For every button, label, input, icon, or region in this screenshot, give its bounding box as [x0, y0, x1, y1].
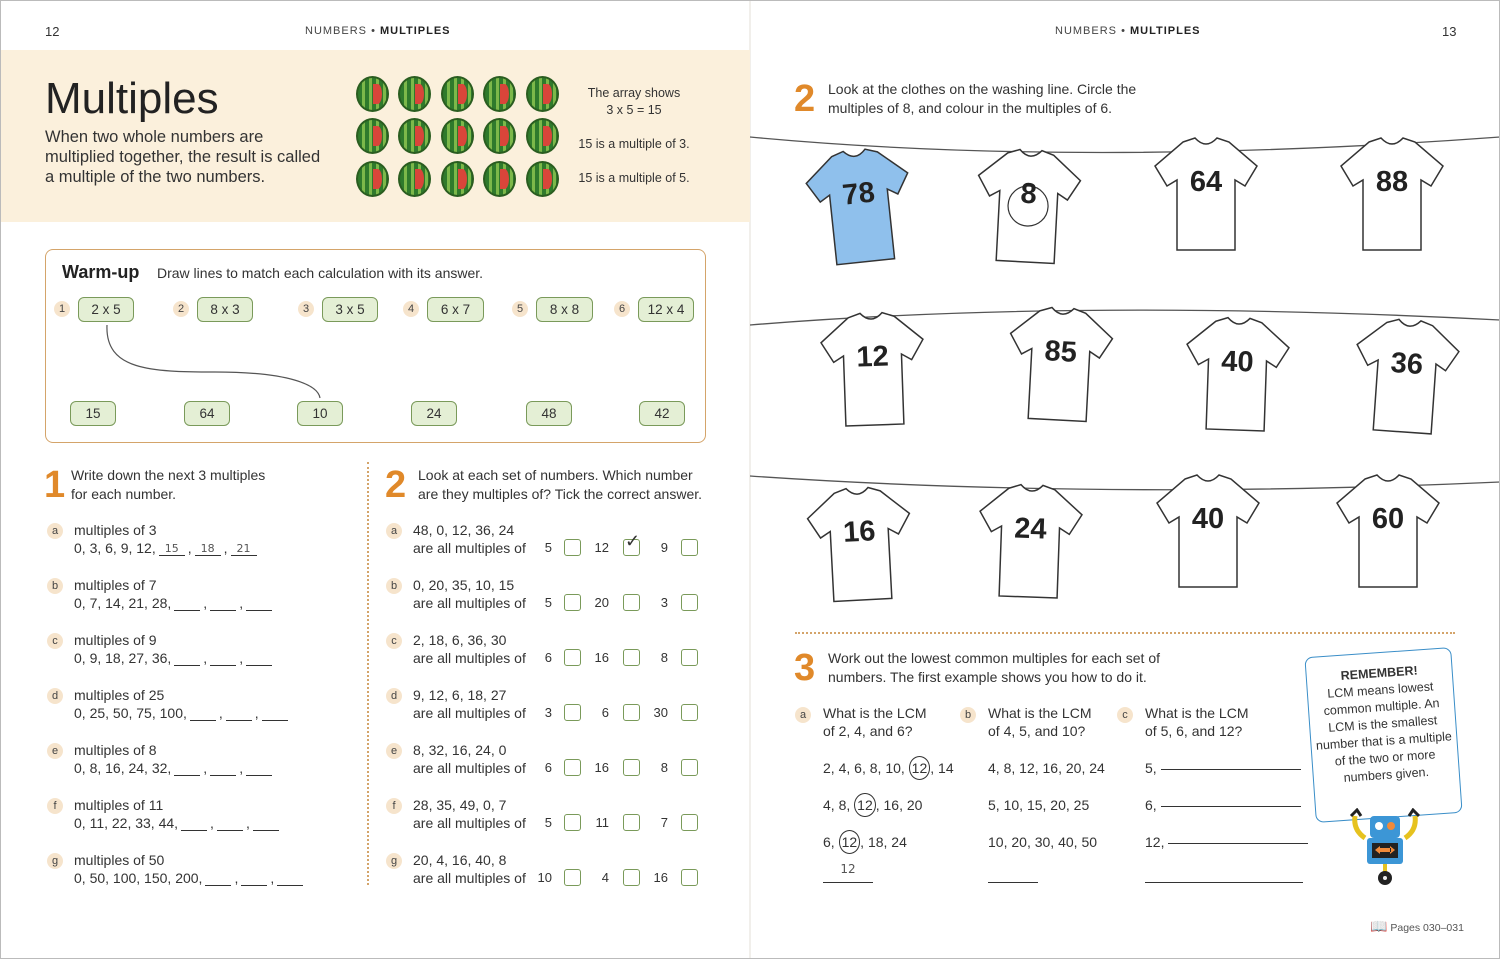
item-letter-badge: a: [386, 523, 402, 539]
multiple-value: 12: [1019, 760, 1035, 776]
multiples-row: [1145, 834, 1308, 850]
tick-box[interactable]: [681, 704, 698, 721]
comma-separator: ,: [234, 870, 239, 886]
option-value: 16: [594, 760, 609, 775]
calc-number-badge: 1: [54, 301, 70, 317]
comma-separator: ,: [830, 760, 839, 776]
option-value: 6: [544, 760, 552, 775]
answer-blank[interactable]: 21: [231, 542, 257, 556]
comma-separator: ,: [239, 760, 244, 776]
shirt-number: 40: [1191, 503, 1225, 535]
multiple-value: 8: [838, 797, 847, 813]
comma-separator: ,: [1042, 797, 1051, 813]
option-value: 12: [594, 540, 609, 555]
item-label: multiples of 7: [74, 577, 157, 593]
book-icon: 📖: [1370, 918, 1388, 934]
t-shirt[interactable]: [1180, 314, 1294, 436]
question-1-instruction: [71, 466, 265, 504]
multiple-value: 25: [1073, 797, 1090, 813]
multiple-value: 12,: [1145, 834, 1165, 850]
multiple-value: 20: [906, 797, 923, 813]
option-value: 6: [544, 650, 552, 665]
tick-mark-icon: ✓: [625, 531, 641, 551]
number-set: 8, 32, 16, 24, 0: [413, 742, 507, 758]
circled-common-multiple: 12: [854, 793, 876, 817]
tick-box[interactable]: [623, 594, 640, 611]
number-set: 2, 18, 6, 36, 30: [413, 632, 507, 648]
option-value: 5: [544, 540, 552, 555]
section-divider: [795, 632, 1455, 634]
calculation-chip[interactable]: 8 x 3: [197, 297, 253, 322]
tick-box[interactable]: [564, 704, 581, 721]
answer-blank[interactable]: [174, 597, 200, 611]
answer-chip[interactable]: 42: [639, 401, 685, 426]
item-letter-badge: g: [47, 853, 63, 869]
number-set: 48, 0, 12, 36, 24: [413, 522, 515, 538]
comma-separator: ,: [210, 815, 214, 831]
section-label: NUMBERS: [305, 25, 368, 37]
item-letter-badge: d: [386, 688, 402, 704]
tick-box[interactable]: [681, 814, 698, 831]
number-set: 0, 20, 35, 10, 15: [413, 577, 515, 593]
answer-blank[interactable]: [246, 652, 272, 666]
option-value: 11: [595, 815, 609, 830]
option-value: 16: [653, 870, 668, 885]
comma-separator: ,: [239, 650, 244, 666]
answer-blank[interactable]: [253, 817, 279, 831]
answer-line[interactable]: [1168, 843, 1308, 844]
multiple-value: 20: [1011, 834, 1027, 850]
answer-blank[interactable]: [174, 652, 200, 666]
comma-separator: ,: [899, 797, 907, 813]
option-value: 30: [653, 705, 668, 720]
warmup-title: Warm-up: [62, 262, 140, 282]
answer-blank[interactable]: [246, 762, 272, 776]
answer-chip[interactable]: 64: [184, 401, 230, 426]
multiple-value: 4: [988, 760, 996, 776]
comma-separator: ,: [1003, 834, 1012, 850]
multiple-value: 15: [1026, 797, 1043, 813]
shirt-number: 85: [1043, 335, 1078, 369]
part-letter-badge: a: [795, 707, 811, 723]
item-label: multiples of 9: [74, 632, 157, 648]
tick-box[interactable]: [681, 759, 698, 776]
array-equation: 3 x 5 = 15: [606, 103, 662, 117]
remember-note: [1304, 647, 1462, 823]
tick-box[interactable]: [623, 704, 640, 721]
answer-blank[interactable]: [217, 817, 243, 831]
item-prompt: are all multiples of: [413, 870, 526, 886]
comma-separator: ,: [861, 760, 870, 776]
shirt-number: 60: [1371, 503, 1405, 535]
instruction-line: multiples of 8, and colour in the multiples of 6.: [828, 100, 1113, 116]
shirt-number: 8: [1019, 177, 1038, 211]
array-caption: The array shows: [587, 86, 681, 100]
washing-line-question-number: 2: [794, 78, 816, 120]
shirt-number: 40: [1220, 345, 1255, 379]
t-shirt[interactable]: [973, 481, 1087, 603]
warmup-instruction: Draw lines to match each calculation with its answer.: [157, 265, 484, 281]
lcm-question: What is the LCM: [1145, 705, 1249, 721]
t-shirt[interactable]: [799, 143, 921, 272]
sequence-text: 0, 9, 18, 27, 36,: [74, 650, 172, 666]
lcm-question: What is the LCM: [823, 705, 927, 721]
tick-box[interactable]: [681, 869, 698, 886]
lcm-answer[interactable]: [1145, 862, 1303, 883]
multiples-sequence: [74, 540, 260, 556]
tick-box[interactable]: [623, 531, 641, 556]
option-value: 7: [660, 815, 668, 830]
calc-number-badge: 2: [173, 301, 189, 317]
answer-chip[interactable]: 10: [297, 401, 343, 426]
remember-title: REMEMBER!: [1340, 663, 1419, 683]
option-value: 3: [660, 595, 668, 610]
option-value: 20: [594, 595, 609, 610]
comma-separator: ,: [900, 760, 909, 776]
tick-box[interactable]: [681, 649, 698, 666]
comma-separator: ,: [1081, 760, 1090, 776]
comma-separator: ,: [270, 870, 275, 886]
t-shirt[interactable]: [1347, 314, 1465, 439]
multiples-sequence: [74, 815, 282, 831]
tick-box[interactable]: [564, 649, 581, 666]
multiple-value: 14: [938, 760, 954, 776]
column-divider: [367, 462, 369, 885]
option-value: 6: [601, 705, 609, 720]
sequence-text: 0, 7, 14, 21, 28,: [74, 595, 172, 611]
sequence-text: 0, 11, 22, 33, 44,: [74, 815, 179, 831]
option-value: 3: [544, 705, 552, 720]
comma-separator: ,: [1011, 760, 1020, 776]
tick-box[interactable]: [564, 869, 581, 886]
multiple-value: 5: [988, 797, 996, 813]
comma-separator: ,: [203, 760, 208, 776]
answer-blank[interactable]: [246, 597, 272, 611]
tick-box[interactable]: [564, 814, 581, 831]
right-running-header: NUMBERS • MULTIPLES: [1055, 25, 1201, 37]
comma-separator: ,: [860, 834, 868, 850]
shirt-number: 36: [1389, 346, 1425, 382]
topic-label: MULTIPLES: [1129, 25, 1201, 37]
item-letter-badge: f: [47, 798, 63, 814]
item-letter-badge: b: [386, 578, 402, 594]
circled-common-multiple: 12: [909, 756, 931, 780]
lcm-question: What is the LCM: [988, 705, 1092, 721]
comma-separator: ,: [995, 797, 1004, 813]
multiples-sequence: [74, 705, 291, 721]
answer-blank[interactable]: 15: [159, 542, 185, 556]
tick-box[interactable]: [623, 869, 640, 886]
multiple-value: 8: [1003, 760, 1012, 776]
multiples-row: [823, 834, 907, 850]
calc-number-badge: 5: [512, 301, 528, 317]
option-value: 5: [544, 815, 552, 830]
page-reference: [1370, 918, 1464, 935]
instruction-line: for each number.: [71, 486, 177, 502]
calc-number-badge: 6: [614, 301, 630, 317]
multiples-row: [988, 760, 1105, 776]
answer-line[interactable]: [1161, 769, 1301, 770]
multiple-value: 8: [869, 760, 878, 776]
lcm-question: of 4, 5, and 10?: [988, 723, 1086, 739]
option-value: 8: [660, 760, 668, 775]
instruction-line: Work out the lowest common multiples for each set of: [828, 650, 1160, 666]
comma-separator: ,: [239, 595, 244, 611]
t-shirt[interactable]: [1002, 303, 1118, 427]
comma-separator: ,: [846, 797, 855, 813]
calculation-chip[interactable]: 6 x 7: [427, 297, 484, 322]
item-letter-badge: e: [47, 743, 63, 759]
multiple-value: 18: [867, 834, 884, 850]
comma-separator: ,: [930, 760, 939, 776]
lcm-question: of 2, 4, and 6?: [823, 723, 913, 739]
multiple-value: 20: [1065, 760, 1082, 776]
number-set: 9, 12, 6, 18, 27: [413, 687, 507, 703]
question-3-number: 3: [794, 647, 816, 689]
item-prompt: are all multiples of: [413, 705, 526, 721]
right-page-number: 13: [1442, 24, 1457, 39]
question-1-number: 1: [44, 464, 66, 506]
instruction-line: are they multiples of? Tick the correct answer.: [418, 486, 703, 502]
tick-box[interactable]: [623, 759, 640, 776]
instruction-line: Write down the next 3 multiples: [71, 467, 266, 483]
comma-separator: ,: [846, 760, 855, 776]
answer-blank[interactable]: [226, 707, 252, 721]
multiple-value: 10: [885, 760, 901, 776]
page-reference-text: Pages 030–031: [1390, 922, 1464, 934]
comma-separator: ,: [1050, 834, 1059, 850]
option-value: 16: [594, 650, 609, 665]
lcm-answer[interactable]: [988, 862, 1038, 883]
t-shirt[interactable]: [1153, 473, 1263, 591]
circled-common-multiple: 12: [839, 830, 861, 854]
item-letter-badge: c: [47, 633, 63, 649]
item-prompt: are all multiples of: [413, 760, 526, 776]
remember-text: LCM means lowest common multiple. An LCM is the smallest number that is a multiple of the two or more numbers given.: [1315, 679, 1453, 785]
comma-separator: ,: [203, 650, 208, 666]
comma-separator: ,: [830, 797, 839, 813]
instruction-line: Look at each set of numbers. Which number: [418, 467, 693, 483]
multiples-row: [988, 797, 1089, 813]
answer-blank[interactable]: [174, 762, 200, 776]
intro-text: When two whole numbers are multiplied together, the result is called a multiple of the two numbers.: [45, 128, 321, 186]
item-letter-badge: g: [386, 853, 402, 869]
tick-box[interactable]: [564, 759, 581, 776]
comma-separator: ,: [1034, 760, 1043, 776]
option-value: 8: [660, 650, 668, 665]
t-shirt[interactable]: [1333, 473, 1443, 591]
tick-box[interactable]: [623, 814, 640, 831]
question-2-number: 2: [385, 464, 407, 506]
multiple-value: 5,: [1145, 760, 1157, 776]
comma-separator: ,: [254, 705, 259, 721]
answer-blank[interactable]: [205, 872, 231, 886]
shirt-number: 16: [842, 515, 877, 549]
answer-blank[interactable]: [190, 707, 216, 721]
answer-line[interactable]: [1161, 806, 1301, 807]
multiple-value: 40: [1058, 834, 1074, 850]
answer-blank[interactable]: [210, 597, 236, 611]
topic-label: MULTIPLES: [379, 25, 451, 37]
left-running-header: NUMBERS • MULTIPLES: [305, 25, 451, 37]
comma-separator: ,: [218, 705, 223, 721]
item-label: multiples of 50: [74, 852, 165, 868]
multiples-row: [823, 760, 954, 776]
item-letter-badge: d: [47, 688, 63, 704]
multiple-value: 16: [1042, 760, 1059, 776]
number-set: 20, 4, 16, 40, 8: [413, 852, 507, 868]
answer-blank[interactable]: [210, 652, 236, 666]
comma-separator: ,: [875, 797, 884, 813]
multiple-value: 6: [823, 834, 831, 850]
answer-blank[interactable]: [241, 872, 267, 886]
multiple-of-3-caption: 15 is a multiple of 3.: [578, 137, 690, 151]
item-prompt: are all multiples of: [413, 540, 526, 556]
answer-chip[interactable]: 24: [411, 401, 457, 426]
robot-icon: [1345, 808, 1425, 888]
multiple-value: 24: [1089, 760, 1105, 776]
multiple-value: 10: [1003, 797, 1020, 813]
multiple-of-5-caption: 15 is a multiple of 5.: [578, 171, 690, 185]
item-label: multiples of 3: [74, 522, 157, 538]
multiple-value: 2: [823, 760, 831, 776]
option-value: 10: [537, 870, 552, 885]
sequence-text: 0, 50, 100, 150, 200,: [74, 870, 203, 886]
part-letter-badge: c: [1117, 707, 1133, 723]
question-2-instruction: [418, 466, 702, 504]
comma-separator: ,: [830, 834, 839, 850]
comma-separator: ,: [1073, 834, 1082, 850]
t-shirt[interactable]: [816, 309, 930, 431]
drawn-match-line: [0, 0, 750, 450]
answer-blank[interactable]: [210, 762, 236, 776]
calculation-chip[interactable]: 3 x 5: [322, 297, 378, 322]
answer-blank[interactable]: 18: [195, 542, 221, 556]
item-letter-badge: a: [47, 523, 63, 539]
tick-box[interactable]: [564, 539, 581, 556]
shirt-number: 12: [855, 340, 890, 374]
item-letter-badge: f: [386, 798, 402, 814]
multiple-value: 30: [1034, 834, 1051, 850]
comma-separator: ,: [203, 595, 208, 611]
multiple-value: 10: [988, 834, 1004, 850]
t-shirt[interactable]: [1337, 136, 1447, 254]
t-shirt[interactable]: [802, 483, 918, 607]
comma-separator: ,: [1019, 797, 1027, 813]
part-letter-badge: b: [960, 707, 976, 723]
multiple-value: 20: [1050, 797, 1066, 813]
comma-separator: ,: [245, 815, 250, 831]
multiple-value: 6: [854, 760, 862, 776]
comma-separator: ,: [1065, 797, 1074, 813]
lcm-question: of 5, 6, and 12?: [1145, 723, 1243, 739]
comma-separator: ,: [223, 540, 228, 556]
answer-blank[interactable]: [262, 707, 288, 721]
section-label: NUMBERS: [1055, 25, 1118, 37]
answer-blank[interactable]: [181, 817, 207, 831]
item-label: multiples of 8: [74, 742, 157, 758]
t-shirt[interactable]: [970, 145, 1086, 269]
item-letter-badge: c: [386, 633, 402, 649]
instruction-line: Look at the clothes on the washing line. Circle the: [828, 81, 1137, 97]
multiples-sequence: [74, 760, 275, 776]
question-3-instruction: [828, 649, 1160, 687]
multiples-row: [1145, 760, 1301, 776]
answer-blank[interactable]: [277, 872, 303, 886]
multiple-value: 16: [883, 797, 900, 813]
multiples-sequence: [74, 870, 306, 886]
left-page-number: 12: [45, 24, 60, 39]
sequence-text: 0, 8, 16, 24, 32,: [74, 760, 172, 776]
shirt-number: 88: [1375, 166, 1409, 198]
answer-chip[interactable]: 48: [526, 401, 572, 426]
calc-number-badge: 3: [298, 301, 314, 317]
calc-number-badge: 4: [403, 301, 419, 317]
tick-box[interactable]: [681, 594, 698, 611]
item-prompt: are all multiples of: [413, 815, 526, 831]
number-set: 28, 35, 49, 0, 7: [413, 797, 507, 813]
answer-chip[interactable]: 15: [70, 401, 116, 426]
item-letter-badge: b: [47, 578, 63, 594]
multiples-sequence: [74, 595, 275, 611]
lcm-answer[interactable]: 12: [823, 862, 873, 883]
multiples-sequence: [74, 650, 275, 666]
multiples-row: [823, 797, 922, 813]
comma-separator: ,: [995, 760, 1004, 776]
comma-separator: ,: [1026, 834, 1035, 850]
option-value: 4: [601, 870, 609, 885]
t-shirt[interactable]: [1151, 136, 1261, 254]
multiple-value: 24: [891, 834, 907, 850]
tick-box[interactable]: [623, 649, 640, 666]
calculation-chip[interactable]: 2 x 5: [78, 297, 134, 322]
comma-separator: ,: [883, 834, 892, 850]
item-letter-badge: e: [386, 743, 402, 759]
multiples-row: [1145, 797, 1301, 813]
item-label: multiples of 11: [74, 797, 164, 813]
tick-box[interactable]: [681, 539, 698, 556]
multiples-row: [988, 834, 1097, 850]
option-value: 5: [544, 595, 552, 610]
comma-separator: ,: [877, 760, 886, 776]
instruction-line: numbers. The first example shows you how to do it.: [828, 669, 1147, 685]
multiple-value: 6,: [1145, 797, 1157, 813]
item-prompt: are all multiples of: [413, 650, 526, 666]
option-value: 9: [660, 540, 668, 555]
shirt-number: 24: [1013, 512, 1048, 546]
calculation-chip[interactable]: 12 x 4: [638, 297, 694, 322]
comma-separator: ,: [1058, 760, 1066, 776]
page-title: Multiples: [45, 74, 219, 123]
item-prompt: are all multiples of: [413, 595, 526, 611]
shirt-number: 64: [1189, 166, 1223, 198]
comma-separator: ,: [187, 540, 192, 556]
calculation-chip[interactable]: 8 x 8: [536, 297, 593, 322]
multiple-value: 4: [823, 797, 831, 813]
sequence-text: 0, 3, 6, 9, 12,: [74, 540, 156, 556]
sequence-text: 0, 25, 50, 75, 100,: [74, 705, 187, 721]
multiple-value: 4: [838, 760, 847, 776]
item-label: multiples of 25: [74, 687, 165, 703]
tick-box[interactable]: [564, 594, 581, 611]
multiple-value: 50: [1081, 834, 1098, 850]
shirt-number: 78: [840, 176, 877, 212]
